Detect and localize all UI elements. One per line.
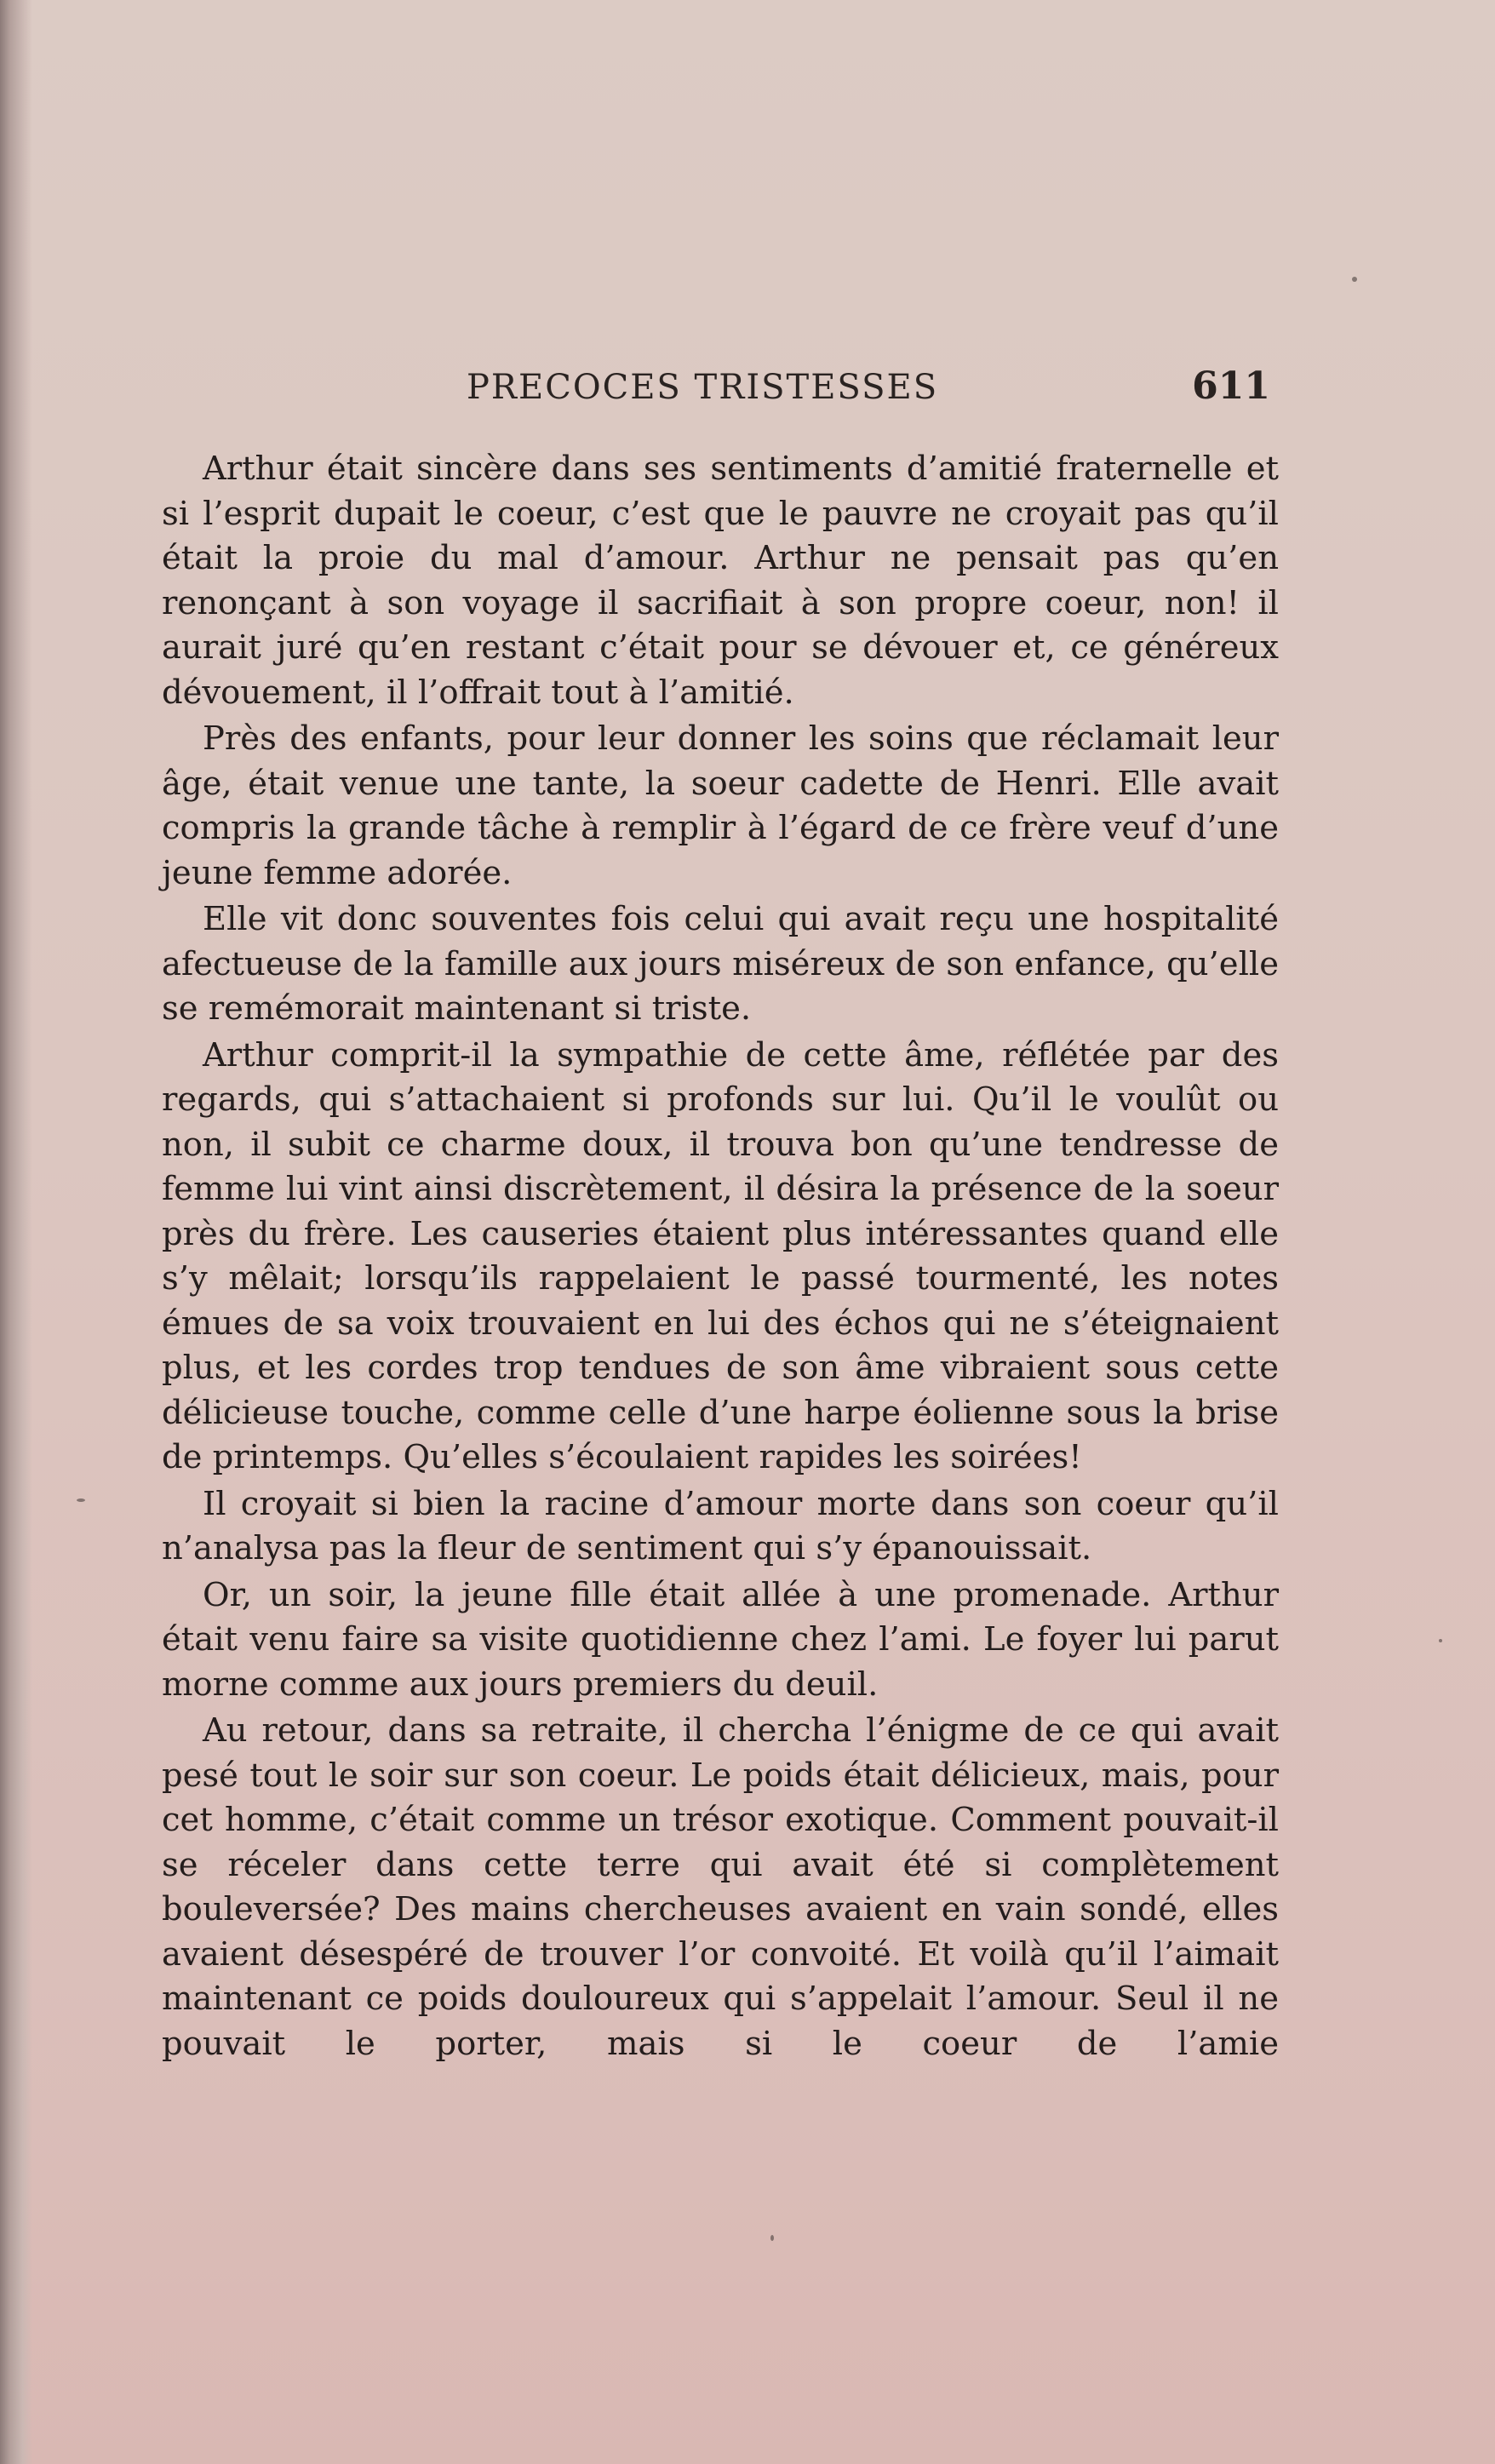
body-text [162, 447, 1279, 2068]
paper-speck [77, 1498, 85, 1502]
paragraph: Il croyait si bien la racine d’amour morte dans son coeur qu’il n’analysa pas la fleur de sentiment qui s’y épanouissait. [162, 1484, 1279, 1567]
paragraph: Arthur comprit-il la sympathie de cette âme, réflétée par des regards, qui s’attachaient si profonds sur lui. Qu’il le voulût ou non, il subit ce charme doux, il trouva bon qu’une tendresse de femme lui vint ainsi discrètement, il désira la présence de la soeur près du frère. Les causeries étaient plus intéressantes quand elle s’y mêlait; lorsqu’ils rappelaient le passé tourmenté, les notes émues de sa voix trouvaient en lui des échos qui ne s’éteignaient plus, et les cordes trop tendues de son âme vibraient sous cette délicieuse touche, comme celle d’une harpe éolienne sous la brise de printemps. Qu’elles s’écoulaient rapides les soirées! [162, 1035, 1279, 1476]
running-header [162, 363, 1279, 414]
paper-speck [770, 2235, 774, 2241]
page-number: 611 [1192, 364, 1270, 408]
binding-shadow [0, 0, 32, 2464]
paper-speck [1352, 277, 1357, 282]
running-title: PRECOCES TRISTESSES [467, 368, 939, 407]
paper-speck [1439, 1639, 1442, 1642]
paragraph: Or, un soir, la jeune fille était allée à une promenade. Arthur était venu faire sa visite quotidienne chez l’ami. Le foyer lui parut morne comme aux jours premiers du deuil. [162, 1575, 1279, 1704]
paragraph: Arthur était sincère dans ses sentiments d’amitié fraternelle et si l’esprit dupait le coeur, c’est que le pauvre ne croyait pas qu’il était la proie du mal d’amour. Arthur ne pensait pas qu’en renonçant à son voyage il sacrifiait à son propre coeur, non! il aurait juré qu’en restant c’était pour se dévouer et, ce généreux dévouement, il l’offrait tout à l’amitié. [162, 450, 1279, 712]
paragraph: Près des enfants, pour leur donner les soins que réclamait leur âge, était venue une tante, la soeur cadette de Henri. Elle avait compris la grande tâche à remplir à l’égard de ce frère veuf d’une jeune femme adorée. [162, 719, 1279, 892]
paragraph: Elle vit donc souventes fois celui qui avait reçu une hospitalité afectueuse de la famille aux jours miséreux de son enfance, qu’elle se remémorait maintenant si triste. [162, 900, 1279, 1028]
paragraph: Au retour, dans sa retraite, il chercha l’énigme de ce qui avait pesé tout le soir sur son coeur. Le poids était délicieux, mais, pour cet homme, c’était comme un trésor exotique. Comment pouvait-il se réceler dans cette terre qui avait été si complètement bouleversée? Des mains chercheuses avaient en vain sondé, elles avaient désespéré de trouver l’or convoité. Et voilà qu’il l’aimait maintenant ce poids douloureux qui s’appelait l’amour. Seul il ne pouvait le porter, mais si le coeur de l’amie [162, 1711, 1279, 2063]
